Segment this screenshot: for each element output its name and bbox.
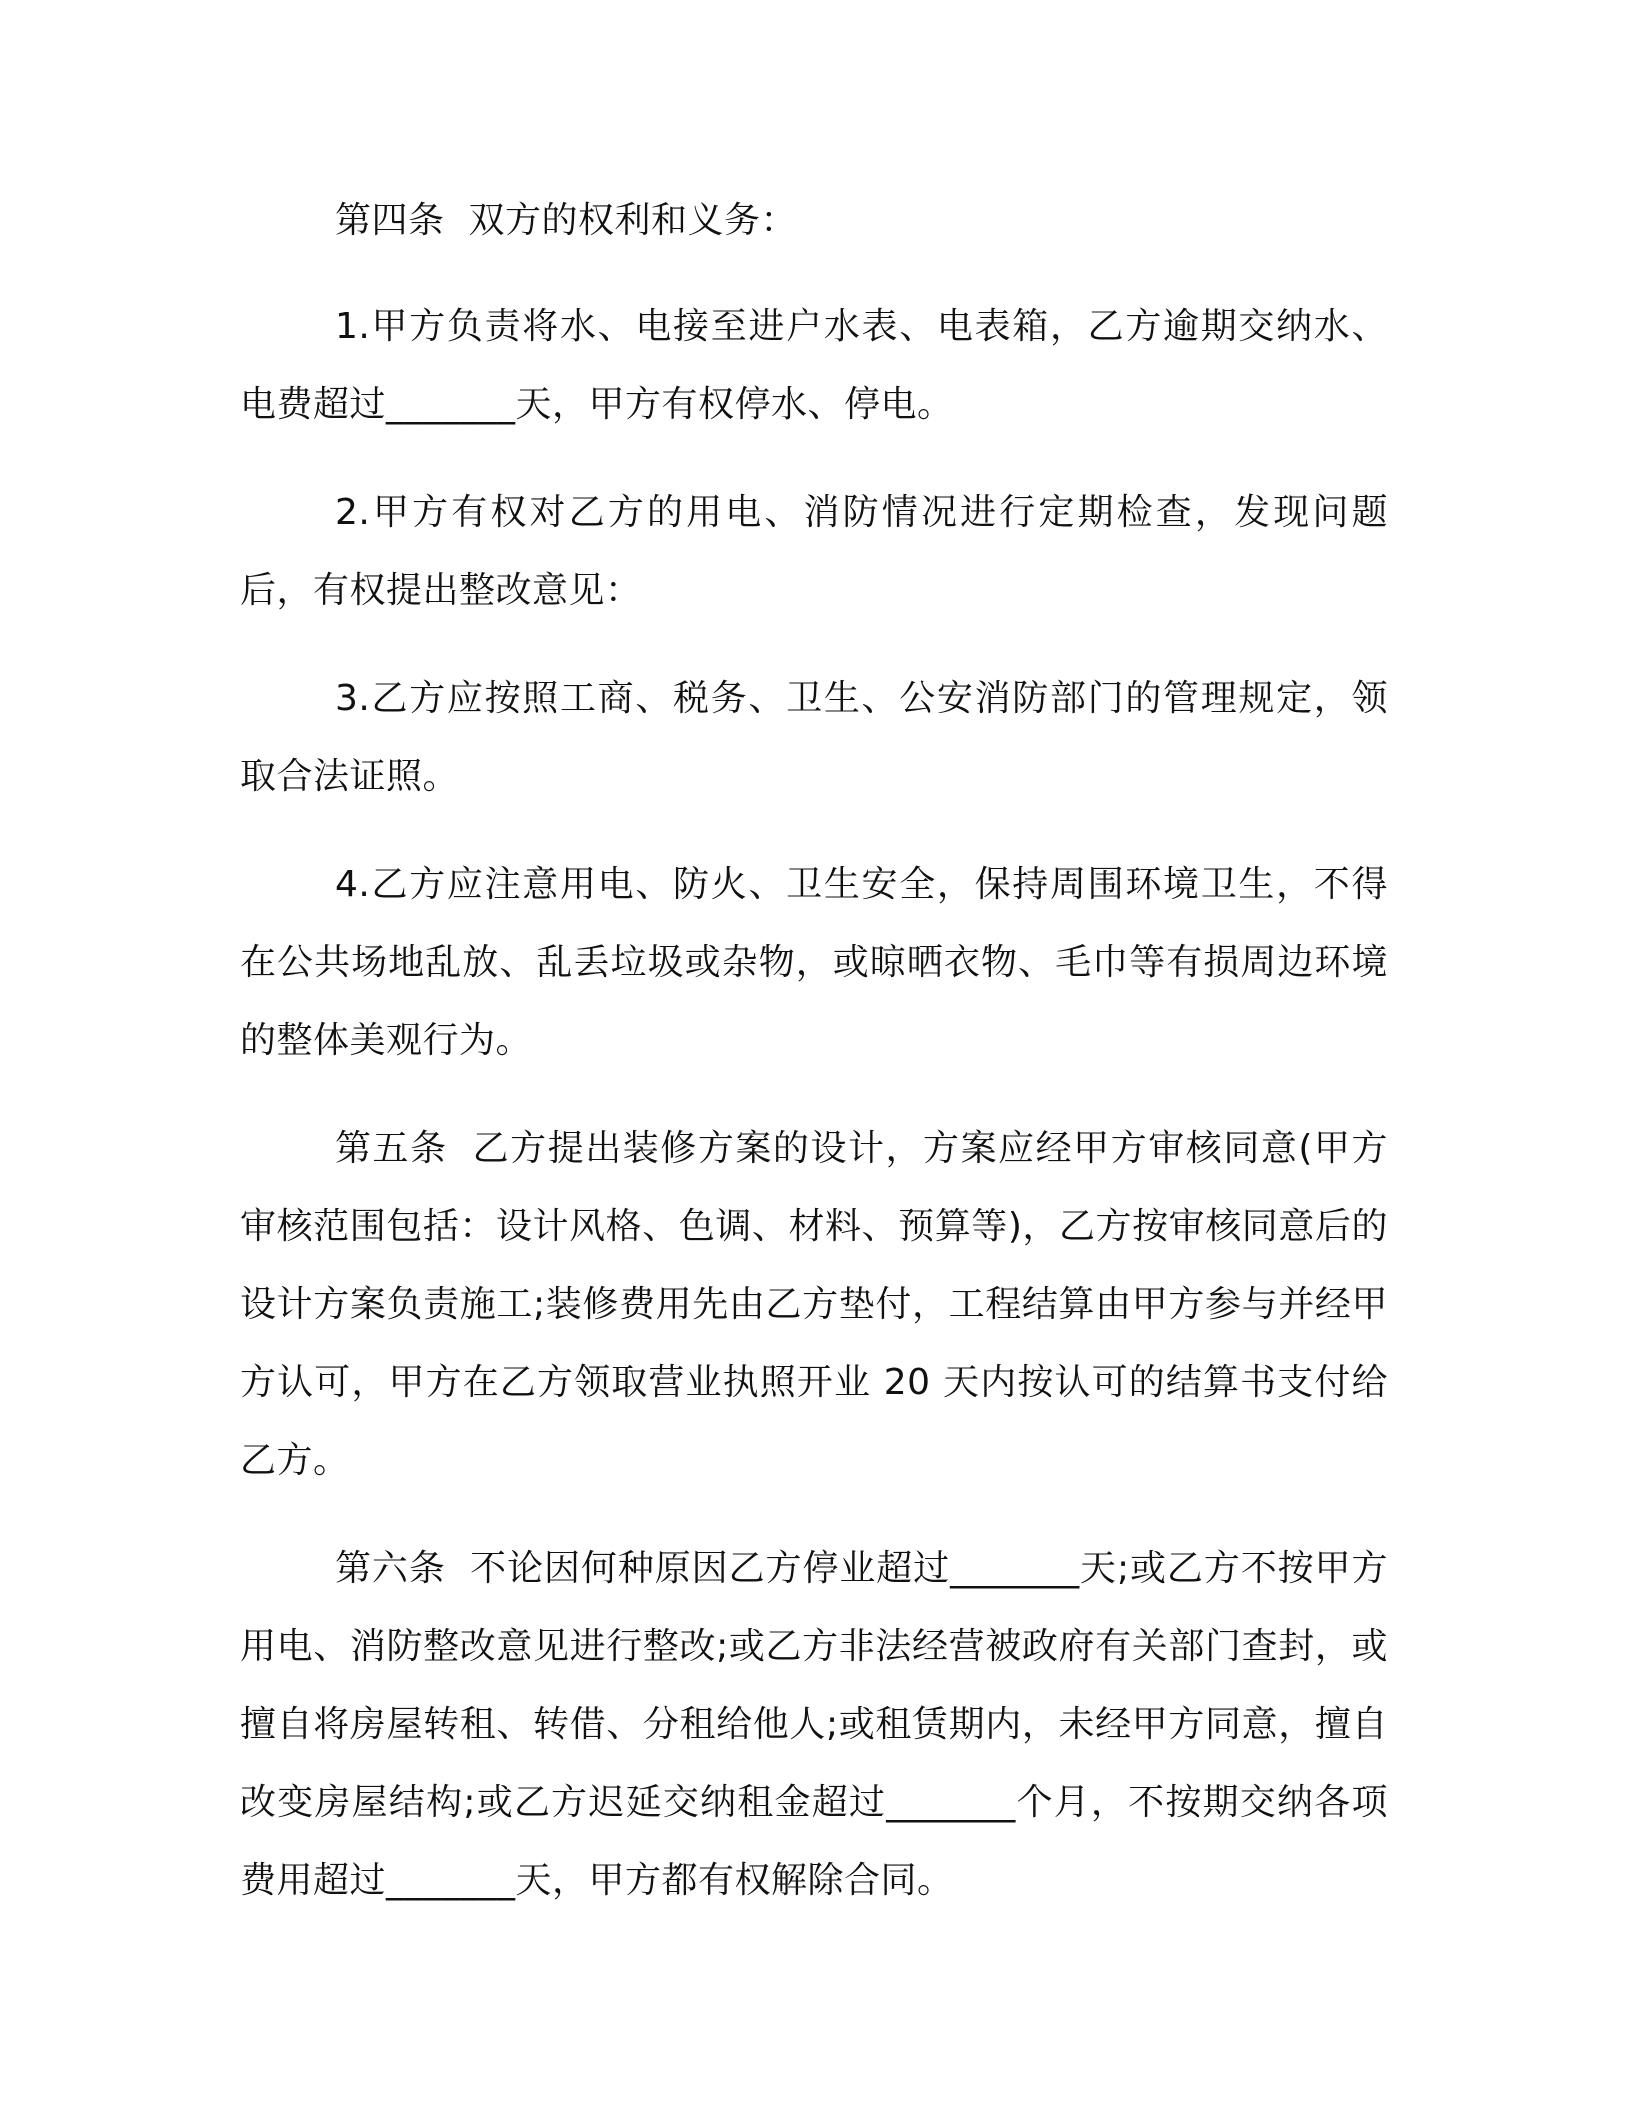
article-heading: 第五条	[335, 1128, 448, 1169]
paragraph-text: 1.甲方负责将水、电接至进户水表、电表箱，乙方逾期交纳水、电费超过_______天，甲方有权停水、停电。	[240, 306, 1388, 425]
article-4-clause-3	[240, 660, 1388, 816]
paragraph-text: 不论因何种原因乙方停业超过_______天;或乙方不按甲方用电、消防整改意见进行整改;或乙方非法经营被政府有关部门查封，或擅自将房屋转租、转借、分租给他人;或租赁期内，未经甲方同意，擅自改变房屋结构;或乙方迟延交纳租金超过_______个月，不按期交纳各项费用超过_______天，甲方都有权解除合同。	[240, 1548, 1388, 1901]
article-4-clause-2	[240, 474, 1388, 630]
article-4-clause-1	[240, 288, 1388, 444]
paragraph-text: 乙方提出装修方案的设计，方案应经甲方审核同意(甲方审核范围包括：设计风格、色调、材料、预算等)，乙方按审核同意后的设计方案负责施工;装修费用先由乙方垫付，工程结算由甲方参与并经甲方认可，甲方在乙方领取营业执照开业 20 天内按认可的结算书支付给乙方。	[240, 1128, 1388, 1481]
document-body	[240, 182, 1388, 1950]
paragraph-text: 4.乙方应注意用电、防火、卫生安全，保持周围环境卫生，不得在公共场地乱放、乱丢垃圾或杂物，或晾晒衣物、毛巾等有损周边环境的整体美观行为。	[240, 864, 1388, 1061]
paragraph-text: 2.甲方有权对乙方的用电、消防情况进行定期检查，发现问题后，有权提出整改意见：	[240, 492, 1388, 611]
article-5-paragraph	[240, 1110, 1388, 1500]
paragraph-text: 3.乙方应按照工商、税务、卫生、公安消防部门的管理规定，领取合法证照。	[240, 678, 1388, 797]
article-heading: 第四条	[335, 200, 445, 241]
article-4-clause-4	[240, 846, 1388, 1080]
article-4-heading-paragraph	[240, 182, 1388, 260]
article-6-paragraph	[240, 1530, 1388, 1920]
article-heading: 第六条	[335, 1548, 446, 1589]
paragraph-text: 双方的权利和义务：	[468, 200, 798, 241]
